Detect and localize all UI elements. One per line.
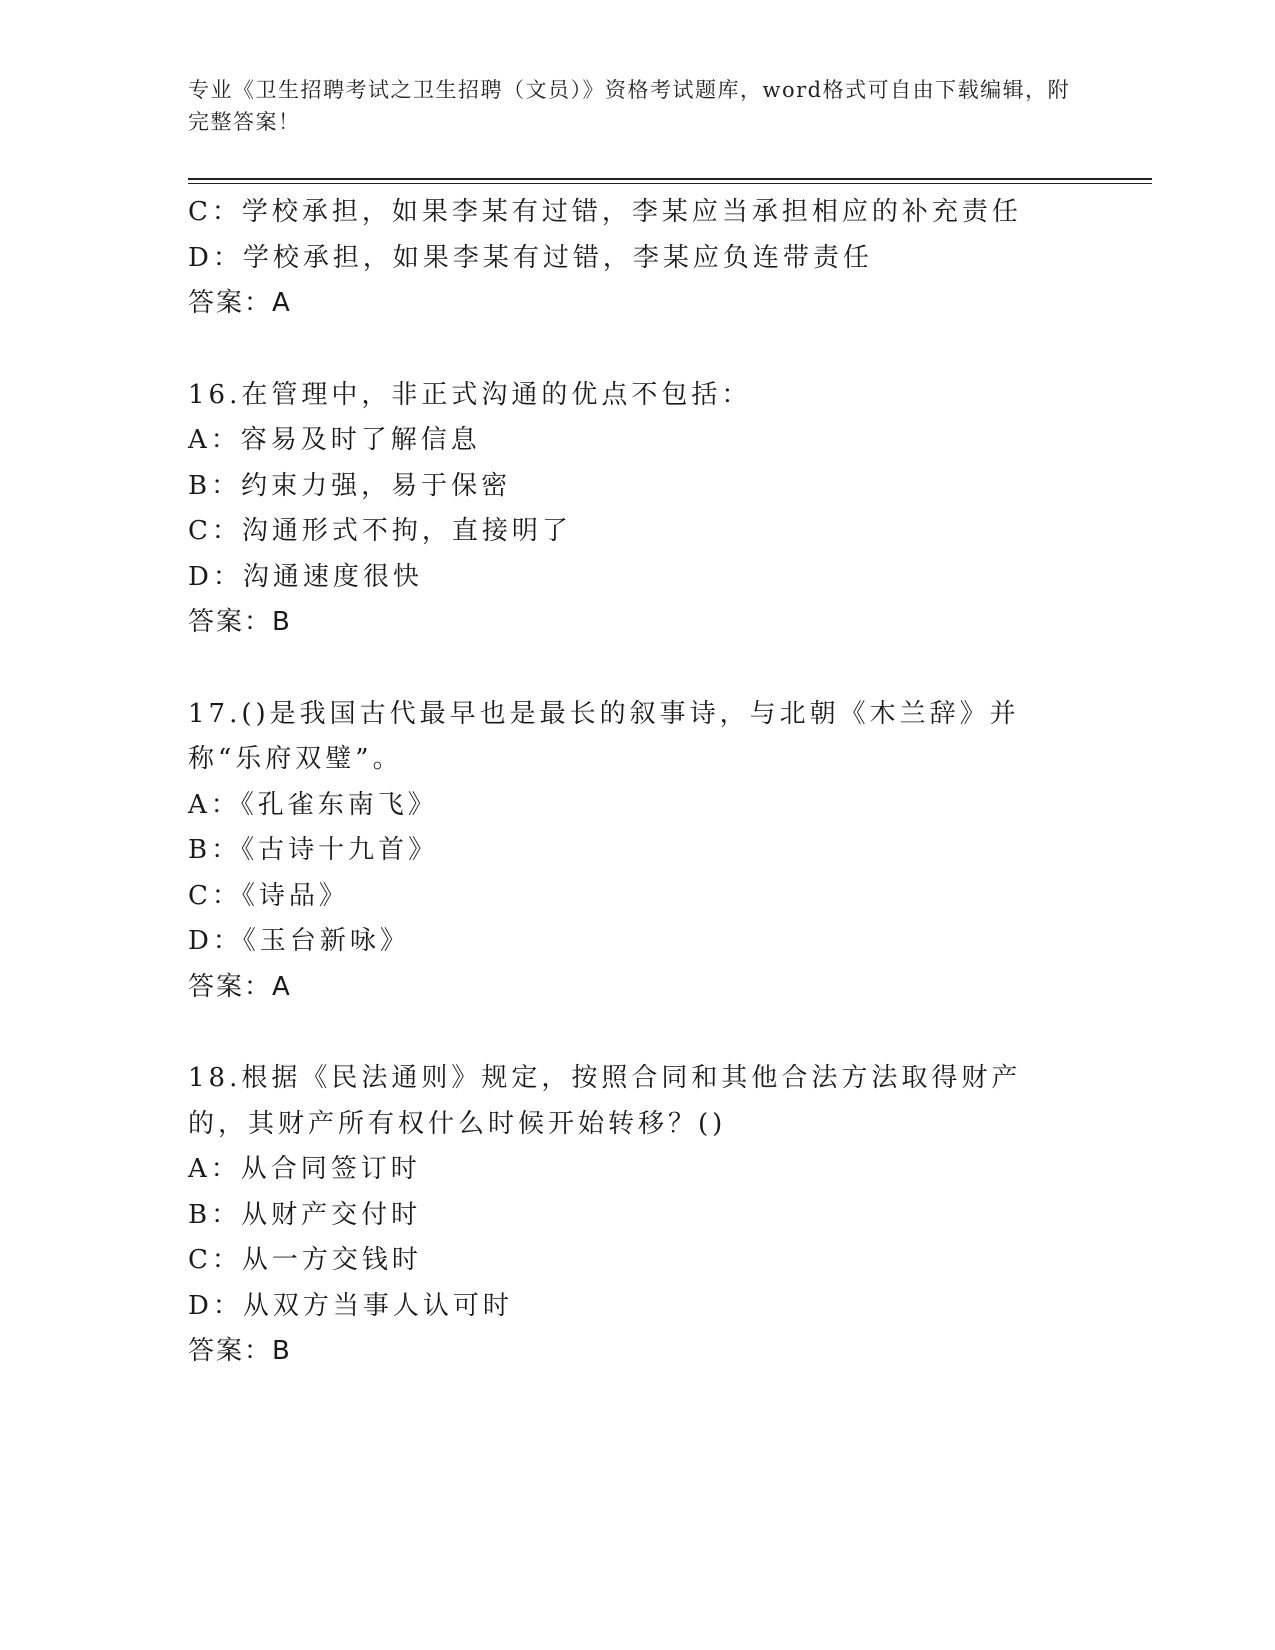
option-a: A：《孔雀东南飞》 <box>188 789 438 820</box>
continued-question <box>188 190 1088 327</box>
option-b: B：《古诗十九首》 <box>188 835 439 865</box>
option-d: D：从双方当事人认可时 <box>188 1290 513 1321</box>
question-text: 17.()是我国古代最早也是最长的叙事诗，与北朝《木兰辞》并称“乐府双璧”。 <box>188 698 1020 774</box>
question-18 <box>188 1056 1088 1375</box>
answer-label: 答案：A <box>188 288 292 318</box>
option-c: C：《诗品》 <box>188 880 349 911</box>
option-c: C：学校承担，如果李某有过错，李某应当承担相应的补充责任 <box>188 197 1022 227</box>
header-divider <box>188 178 1152 184</box>
answer-label: 答案：B <box>188 1336 292 1366</box>
option-c: C：从一方交钱时 <box>188 1245 422 1275</box>
option-b: B：约束力强，易于保密 <box>188 470 512 501</box>
question-text: 18.根据《民法通则》规定，按照合同和其他合法方法取得财产的，其财产所有权什么时候开始转移？() <box>188 1063 1022 1139</box>
option-b: B：从财产交付时 <box>188 1199 422 1230</box>
header-title: 专业《卫生招聘考试之卫生招聘（文员）》资格考试题库，word格式可自由下载编辑，附完整答案！ <box>188 78 1071 134</box>
option-d: D：《玉台新咏》 <box>188 926 410 956</box>
question-list <box>188 190 1088 1375</box>
spacer <box>188 646 1088 692</box>
question-text: 16.在管理中，非正式沟通的优点不包括： <box>188 379 752 410</box>
answer-label: 答案：B <box>188 607 292 637</box>
question-16 <box>188 373 1088 646</box>
question-17 <box>188 692 1088 1011</box>
document-header <box>188 74 1088 138</box>
spacer <box>188 327 1088 373</box>
spacer <box>188 1010 1088 1056</box>
answer-label: 答案：A <box>188 971 292 1002</box>
option-c: C：沟通形式不拘，直接明了 <box>188 516 572 546</box>
option-a: A：容易及时了解信息 <box>188 425 481 455</box>
option-a: A：从合同签订时 <box>188 1154 421 1184</box>
option-d: D：学校承担，如果李某有过错，李某应负连带责任 <box>188 242 873 273</box>
option-d: D：沟通速度很快 <box>188 561 423 592</box>
